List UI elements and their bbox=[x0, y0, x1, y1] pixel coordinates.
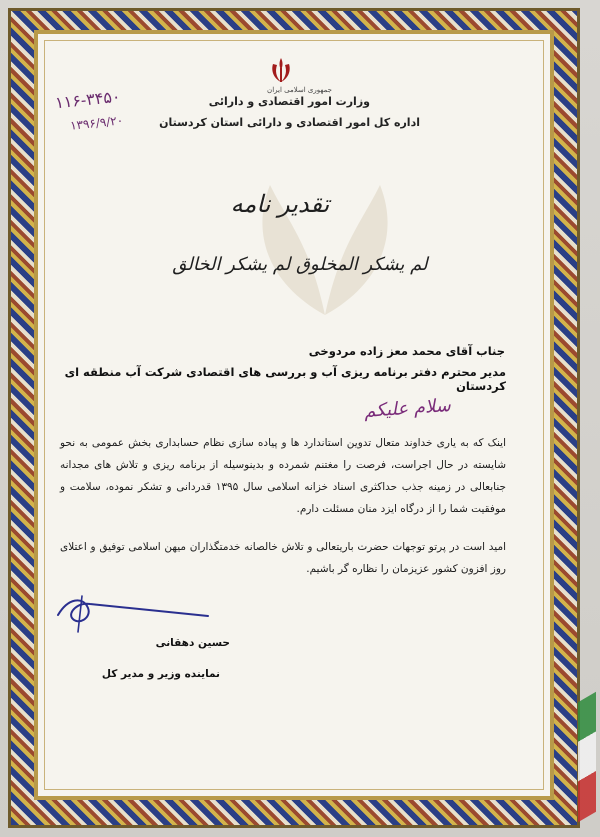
recipient-name: جناب آقای محمد معز زاده مردوخی bbox=[308, 344, 505, 358]
signer-name: حسین دهقانی bbox=[155, 637, 230, 649]
signer-title: نماینده وزیر و مدیر کل bbox=[101, 668, 220, 680]
recipient-position: مدیر محترم دفتر برنامه ریزی آب و بررسی های اقتصادی شرکت آب منطقه ای کردستان bbox=[64, 365, 506, 393]
office-heading: اداره کل امور اقتصادی و دارائی استان کردستان bbox=[159, 116, 420, 129]
watermark-emblem bbox=[230, 165, 420, 325]
iran-emblem-icon bbox=[268, 56, 294, 84]
certificate-paper bbox=[34, 30, 554, 800]
iran-flag-ribbon bbox=[578, 692, 596, 822]
body-paragraph-2: امید است در پرتو توجهات حضرت باریتعالی و تلاش خالصانه خدمتگذاران میهن اسلامی توفیق و اعتلای روز افزون کشور عزیزمان را نظاره گر باشیم. bbox=[60, 541, 506, 575]
emblem-caption: جمهوری اسلامی ایران bbox=[267, 86, 332, 94]
handwritten-greeting: سلام علیکم bbox=[363, 394, 452, 423]
letter-number: ۱۱۶-۳۴۵۰ bbox=[54, 86, 122, 113]
letter-date: ۱۳۹۶/۹/۲۰ bbox=[69, 113, 124, 133]
body-paragraph-1: اینک که به یاری خداوند متعال تدوین استاندارد ها و پیاده سازی نظام حسابداری بخش عمومی به نحو شایسته در حال اجراست، فرصت را مغتنم شمرده و بدینوسیله از برنامه ریزی و تلاش های مجدانه جنابعالی در زمینه جذب حداکثری اسناد خزانه اسلامی سال ۱۳۹۵ قدردانی و تشکر نموده، سلامت و موفقیت شما را از درگاه ایزد منان مسئلت دارم. bbox=[60, 437, 506, 515]
certificate-motto: لم یشکر المخلوق لم یشکر الخالق bbox=[172, 254, 428, 275]
handwritten-signature bbox=[48, 590, 218, 640]
certificate-title: تقدیر نامه bbox=[230, 190, 330, 218]
ministry-heading: وزارت امور اقتصادی و دارائی bbox=[208, 95, 370, 108]
